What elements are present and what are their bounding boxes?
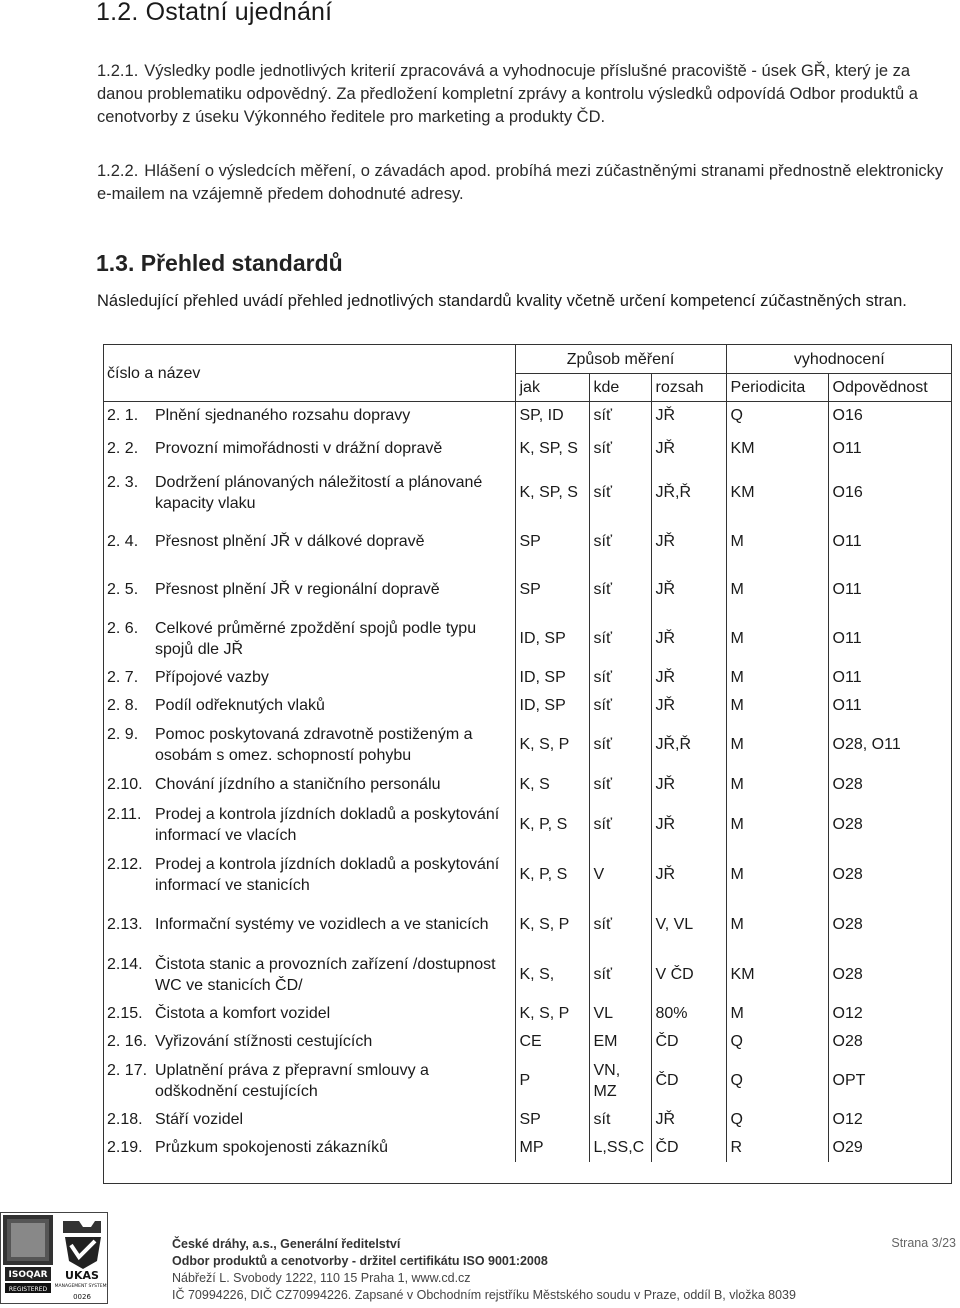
row-periodicita: M [726, 800, 828, 850]
row-index: 2. 5. [107, 581, 139, 598]
row-name-cell [103, 800, 515, 850]
row-name-cell [103, 430, 515, 468]
row-rozsah: JŘ,Ř [651, 720, 726, 770]
row-name: Plnění sjednaného rozsahu dopravy [155, 407, 411, 425]
row-name-cell [103, 468, 515, 518]
row-jak: ID, SP [515, 614, 589, 664]
row-jak: ID, SP [515, 664, 589, 692]
table-row [103, 692, 952, 720]
row-odpovednost: O12 [828, 1000, 952, 1028]
table-row [103, 1056, 952, 1106]
logo-registered-text: REGISTERED [8, 1286, 48, 1293]
row-name-cell [103, 720, 515, 770]
header-kde: kde [589, 374, 651, 402]
row-name: Vyřizování stížnosti cestujících [155, 1033, 373, 1050]
row-odpovednost: OPT [828, 1056, 952, 1106]
row-periodicita: M [726, 850, 828, 900]
row-kde: síť [589, 770, 651, 800]
row-kde: síť [589, 720, 651, 770]
row-rozsah: JŘ [651, 566, 726, 614]
paragraph-number: 1.2.1. [97, 62, 139, 80]
row-name-wrap [107, 405, 511, 426]
row-odpovednost: O28 [828, 1028, 952, 1056]
row-kde: síť [589, 430, 651, 468]
row-name-wrap [107, 531, 511, 552]
logo-ukas-sub-text: MANAGEMENT SYSTEMS [54, 1284, 107, 1289]
row-jak: ID, SP [515, 692, 589, 720]
row-periodicita: M [726, 770, 828, 800]
row-name-wrap [107, 804, 511, 846]
row-index: 2. 2. [107, 440, 139, 457]
row-odpovednost: O16 [828, 468, 952, 518]
row-index: 2.13. [107, 916, 143, 933]
row-name-wrap [107, 914, 511, 935]
row-odpovednost: O29 [828, 1134, 952, 1162]
row-name-cell [103, 566, 515, 614]
table-row [103, 518, 952, 566]
row-name-wrap [107, 438, 511, 459]
row-name-wrap [107, 667, 511, 688]
row-rozsah: 80% [651, 1000, 726, 1028]
row-kde: síť [589, 566, 651, 614]
row-jak: CE [515, 1028, 589, 1056]
row-odpovednost: O11 [828, 614, 952, 664]
row-jak: SP [515, 566, 589, 614]
row-name-cell [103, 614, 515, 664]
row-kde: EM [589, 1028, 651, 1056]
row-name: Informační systémy ve vozidlech a ve stanicích [155, 916, 489, 933]
row-name-wrap [107, 695, 511, 716]
paragraph-number: 1.2.2. [97, 162, 139, 180]
table-row [103, 1134, 952, 1162]
row-name-cell [103, 1056, 515, 1106]
row-name-cell [103, 664, 515, 692]
row-index: 2. 17. [107, 1061, 148, 1079]
row-name: Čistota stanic a provozních zařízení /dostupnost WC ve stanicích ČD/ [155, 955, 496, 994]
row-rozsah: JŘ [651, 430, 726, 468]
row-periodicita: KM [726, 430, 828, 468]
header-jak: jak [515, 374, 589, 402]
section-heading-1-3: 1.3. Přehled standardů [96, 250, 343, 276]
row-kde: L,SS,C [589, 1134, 651, 1162]
row-name-wrap [107, 1003, 511, 1024]
table-row [103, 664, 952, 692]
row-name-cell [103, 850, 515, 900]
row-name: Celkové průměrné zpoždění spojů podle typu spojů dle JŘ [155, 619, 477, 658]
row-index: 2. 8. [107, 697, 139, 714]
row-periodicita: M [726, 720, 828, 770]
header-eval-group: vyhodnocení [726, 345, 952, 374]
row-kde: síť [589, 692, 651, 720]
row-name-wrap [107, 1109, 511, 1130]
row-name-cell [103, 1028, 515, 1056]
header-measure-group: Způsob měření [515, 345, 726, 374]
footer-address: Nábřeží L. Svobody 1222, 110 15 Praha 1, www.cd.cz [172, 1271, 471, 1285]
row-jak: MP [515, 1134, 589, 1162]
paragraph-1-2-2 [97, 160, 959, 206]
standards-table [103, 345, 952, 1162]
row-kde: VL [589, 1000, 651, 1028]
header-periodicita: Periodicita [726, 374, 828, 402]
row-name-cell [103, 1000, 515, 1028]
row-odpovednost: O11 [828, 664, 952, 692]
logo-isoqar-text: ISOQAR [8, 1270, 48, 1280]
row-rozsah: JŘ [651, 402, 726, 430]
row-name: Stáří vozidel [155, 1111, 244, 1128]
row-rozsah: JŘ [651, 800, 726, 850]
row-periodicita: M [726, 1000, 828, 1028]
table-row [103, 800, 952, 850]
row-index: 2.12. [107, 855, 143, 873]
row-name-wrap [107, 954, 511, 996]
row-index: 2.15. [107, 1005, 143, 1022]
page-number: Strana 3/23 [891, 1236, 956, 1250]
row-index: 2. 7. [107, 669, 139, 686]
row-name-wrap [107, 1137, 511, 1158]
row-kde: síť [589, 402, 651, 430]
row-rozsah: JŘ,Ř [651, 468, 726, 518]
row-odpovednost: O28 [828, 850, 952, 900]
row-jak: K, SP, S [515, 468, 589, 518]
row-kde: V [589, 850, 651, 900]
row-name-cell [103, 1134, 515, 1162]
table-row [103, 900, 952, 950]
row-jak: K, S, P [515, 900, 589, 950]
row-name-wrap [107, 618, 511, 660]
row-periodicita: R [726, 1134, 828, 1162]
certification-logo [0, 1212, 108, 1304]
row-rozsah: V ČD [651, 950, 726, 1000]
row-odpovednost: O11 [828, 692, 952, 720]
row-odpovednost: O28 [828, 770, 952, 800]
row-periodicita: M [726, 518, 828, 566]
row-odpovednost: O28 [828, 950, 952, 1000]
row-odpovednost: O28 [828, 800, 952, 850]
row-name-cell [103, 1106, 515, 1134]
footer-company: České dráhy, a.s., Generální ředitelství [172, 1237, 401, 1251]
table-row [103, 614, 952, 664]
row-odpovednost: O28, O11 [828, 720, 952, 770]
row-name-cell [103, 950, 515, 1000]
row-name-wrap [107, 472, 511, 514]
row-name-wrap [107, 579, 511, 600]
row-index: 2.19. [107, 1139, 143, 1156]
row-name-wrap [107, 1060, 511, 1102]
row-odpovednost: O11 [828, 430, 952, 468]
row-jak: SP, ID [515, 402, 589, 430]
row-periodicita: M [726, 566, 828, 614]
table-row [103, 1106, 952, 1134]
row-kde: síť [589, 800, 651, 850]
row-kde: síť [589, 950, 651, 1000]
row-jak: K, P, S [515, 800, 589, 850]
table-row [103, 468, 952, 518]
row-jak: P [515, 1056, 589, 1106]
row-name-cell [103, 692, 515, 720]
row-periodicita: M [726, 692, 828, 720]
row-kde: síť [589, 518, 651, 566]
paragraph-text: Hlášení o výsledcích měření, o závadách apod. probíhá mezi zúčastněnými stranami přednostně elektronicky e-mailem na vzájemně předem dohodnuté adresy. [97, 162, 944, 203]
row-jak: SP [515, 518, 589, 566]
table-row [103, 720, 952, 770]
row-odpovednost: O11 [828, 518, 952, 566]
table-row [103, 770, 952, 800]
row-odpovednost: O11 [828, 566, 952, 614]
footer-info [172, 1236, 796, 1304]
row-rozsah: ČD [651, 1056, 726, 1106]
row-index: 2.10. [107, 776, 143, 793]
row-rozsah: JŘ [651, 518, 726, 566]
table-row [103, 950, 952, 1000]
row-rozsah: JŘ [651, 850, 726, 900]
row-name: Podíl odřeknutých vlaků [155, 697, 325, 714]
row-jak: K, S, [515, 950, 589, 1000]
row-name: Dodržení plánovaných náležitostí a plánované kapacity vlaku [155, 473, 483, 512]
row-index: 2.11. [107, 805, 142, 823]
row-name: Provozní mimořádnosti v drážní dopravě [155, 440, 443, 457]
row-index: 2.18. [107, 1111, 143, 1128]
row-index: 2. 6. [107, 619, 139, 637]
header-name: číslo a název [103, 345, 515, 402]
row-odpovednost: O16 [828, 402, 952, 430]
row-periodicita: M [726, 664, 828, 692]
table-row [103, 430, 952, 468]
row-jak: K, S, P [515, 720, 589, 770]
section-intro: Následující přehled uvádí přehled jednotlivých standardů kvality včetně určení kompetencí zúčastněných stran. [97, 292, 907, 310]
row-odpovednost: O12 [828, 1106, 952, 1134]
row-name-cell [103, 900, 515, 950]
table-row [103, 402, 952, 430]
footer-dept: Odbor produktů a cenotvorby - držitel certifikátu ISO 9001:2008 [172, 1254, 548, 1268]
row-rozsah: JŘ [651, 692, 726, 720]
row-periodicita: KM [726, 468, 828, 518]
header-rozsah: rozsah [651, 374, 726, 402]
row-odpovednost: O28 [828, 900, 952, 950]
row-jak: SP [515, 1106, 589, 1134]
row-periodicita: KM [726, 950, 828, 1000]
row-index: 2. 16. [107, 1033, 148, 1050]
isoqar-ukas-logo-icon [1, 1213, 107, 1303]
table-row [103, 1000, 952, 1028]
table-header-row-1 [103, 345, 952, 374]
row-rozsah: ČD [651, 1028, 726, 1056]
row-periodicita: Q [726, 402, 828, 430]
row-name: Uplatnění práva z přepravní smlouvy a odškodnění cestujících [155, 1061, 429, 1100]
row-periodicita: M [726, 900, 828, 950]
row-kde: síť [589, 614, 651, 664]
row-name-wrap [107, 854, 511, 896]
row-name: Pomoc poskytovaná zdravotně postiženým a osobám s omez. schopností pohybu [155, 725, 473, 764]
row-kde: síť [589, 664, 651, 692]
row-name: Přesnost plnění JŘ v regionální dopravě [155, 581, 440, 598]
row-name-cell [103, 770, 515, 800]
logo-ukas-text: UKAS [65, 1269, 99, 1282]
row-rozsah: JŘ [651, 664, 726, 692]
row-rozsah: JŘ [651, 614, 726, 664]
row-name-cell [103, 402, 515, 430]
row-name-wrap [107, 774, 511, 795]
row-periodicita: Q [726, 1106, 828, 1134]
row-periodicita: Q [726, 1028, 828, 1056]
footer-registry: IČ 70994226, DIČ CZ70994226. Zapsané v Obchodním rejstříku Městského soudu v Praze, oddíl B, vložka 8039 [172, 1288, 796, 1302]
row-periodicita: M [726, 614, 828, 664]
row-name: Přesnost plnění JŘ v dálkové dopravě [155, 533, 425, 550]
row-index: 2. 4. [107, 533, 139, 550]
table-row [103, 566, 952, 614]
row-name-wrap [107, 724, 511, 766]
row-index: 2.14. [107, 955, 143, 973]
row-name: Prodej a kontrola jízdních dokladů a poskytování informací ve vlacích [155, 805, 500, 844]
logo-number-text: 0026 [73, 1293, 91, 1301]
row-name-cell [103, 518, 515, 566]
table-row [103, 850, 952, 900]
row-index: 2. 9. [107, 725, 139, 743]
row-rozsah: ČD [651, 1134, 726, 1162]
row-index: 2. 1. [107, 407, 139, 425]
header-odpovednost: Odpovědnost [828, 374, 952, 402]
row-jak: K, SP, S [515, 430, 589, 468]
row-kde: VN, MZ [589, 1056, 651, 1106]
row-name: Přípojové vazby [155, 669, 269, 686]
table-row [103, 1028, 952, 1056]
section-heading-1-2: 1.2. Ostatní ujednání [96, 0, 333, 26]
row-name: Chování jízdního a staničního personálu [155, 776, 441, 793]
row-jak: K, S, P [515, 1000, 589, 1028]
row-name: Čistota a komfort vozidel [155, 1005, 331, 1022]
row-rozsah: JŘ [651, 770, 726, 800]
paragraph-1-2-1 [97, 60, 959, 129]
row-kde: síť [589, 900, 651, 950]
row-jak: K, P, S [515, 850, 589, 900]
row-jak: K, S [515, 770, 589, 800]
row-periodicita: Q [726, 1056, 828, 1106]
row-name-wrap [107, 1031, 511, 1052]
row-index: 2. 3. [107, 473, 139, 491]
row-kde: síť [589, 468, 651, 518]
paragraph-text: Výsledky podle jednotlivých kriterií zpracovává a vyhodnocuje příslušné pracoviště - úsek GŘ, který je za danou problematiku odpovědný. Za předložení kompletní zprávy a kontrolu výsledků odpovídá Odbor produktů a cenotvorby z úseku Výkonného ředitele pro marketing a produkty ČD. [97, 62, 918, 126]
row-rozsah: V, VL [651, 900, 726, 950]
row-name: Průzkum spokojenosti zákazníků [155, 1139, 388, 1156]
row-kde: sít [589, 1106, 651, 1134]
row-name: Prodej a kontrola jízdních dokladů a poskytování informací ve stanicích [155, 855, 500, 894]
row-rozsah: JŘ [651, 1106, 726, 1134]
